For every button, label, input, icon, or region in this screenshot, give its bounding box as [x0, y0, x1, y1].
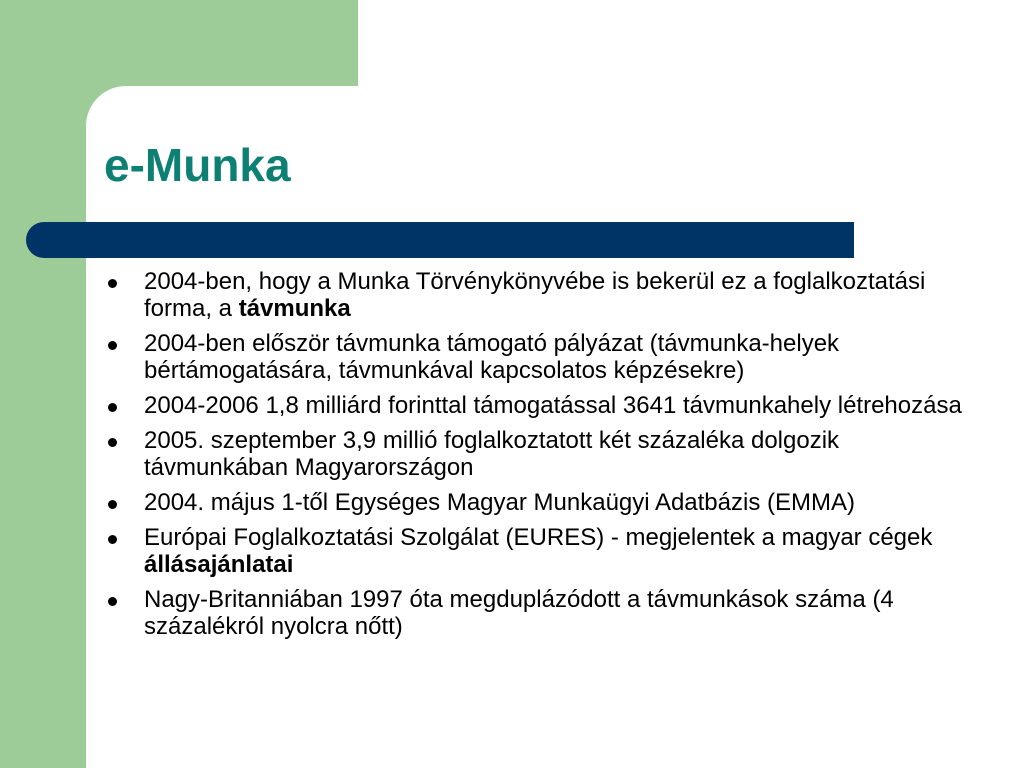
bullet-item — [104, 330, 984, 384]
bullet-dot-icon — [108, 341, 117, 350]
bullet-text: 2004-ben, hogy a Munka Törvénykönyvébe is bekerül ez a foglalkoztatási forma, a távmunka — [144, 268, 926, 322]
slide-title: e-Munka — [104, 139, 291, 191]
bullet-dot-icon — [108, 597, 117, 606]
bullet-item — [104, 392, 984, 419]
bullet-text: Nagy-Britanniában 1997 óta megduplázódott a távmunkások száma (4 százalékról nyolcra nőtt) — [144, 586, 894, 640]
bullet-item — [104, 586, 984, 640]
bullet-text: Európai Foglalkoztatási Szolgálat (EURES) - megjelentek a magyar cégek állásajánlatai — [144, 524, 933, 578]
bullet-text: 2004-2006 1,8 milliárd forinttal támogatással 3641 távmunkahely létrehozása — [144, 392, 962, 419]
bullet-text: 2005. szeptember 3,9 millió foglalkoztatott két százaléka dolgozik távmunkában Magyarországon — [144, 427, 840, 481]
bullet-item — [104, 427, 984, 481]
bullet-dot-icon — [108, 279, 117, 288]
bullet-dot-icon — [108, 403, 117, 412]
bullet-text: 2004. május 1-től Egységes Magyar Munkaügyi Adatbázis (EMMA) — [144, 489, 855, 516]
bullet-text: 2004-ben először távmunka támogató pályázat (távmunka-helyek bértámogatására, távmunkával kapcsolatos képzésekre) — [144, 330, 840, 384]
bullet-item — [104, 489, 984, 516]
bullet-item — [104, 524, 984, 578]
title-underline-bar — [26, 222, 854, 258]
bullet-dot-icon — [108, 438, 117, 447]
bullet-list — [104, 268, 984, 648]
bullet-item — [104, 268, 984, 322]
bullet-dot-icon — [108, 500, 117, 509]
bullet-dot-icon — [108, 535, 117, 544]
